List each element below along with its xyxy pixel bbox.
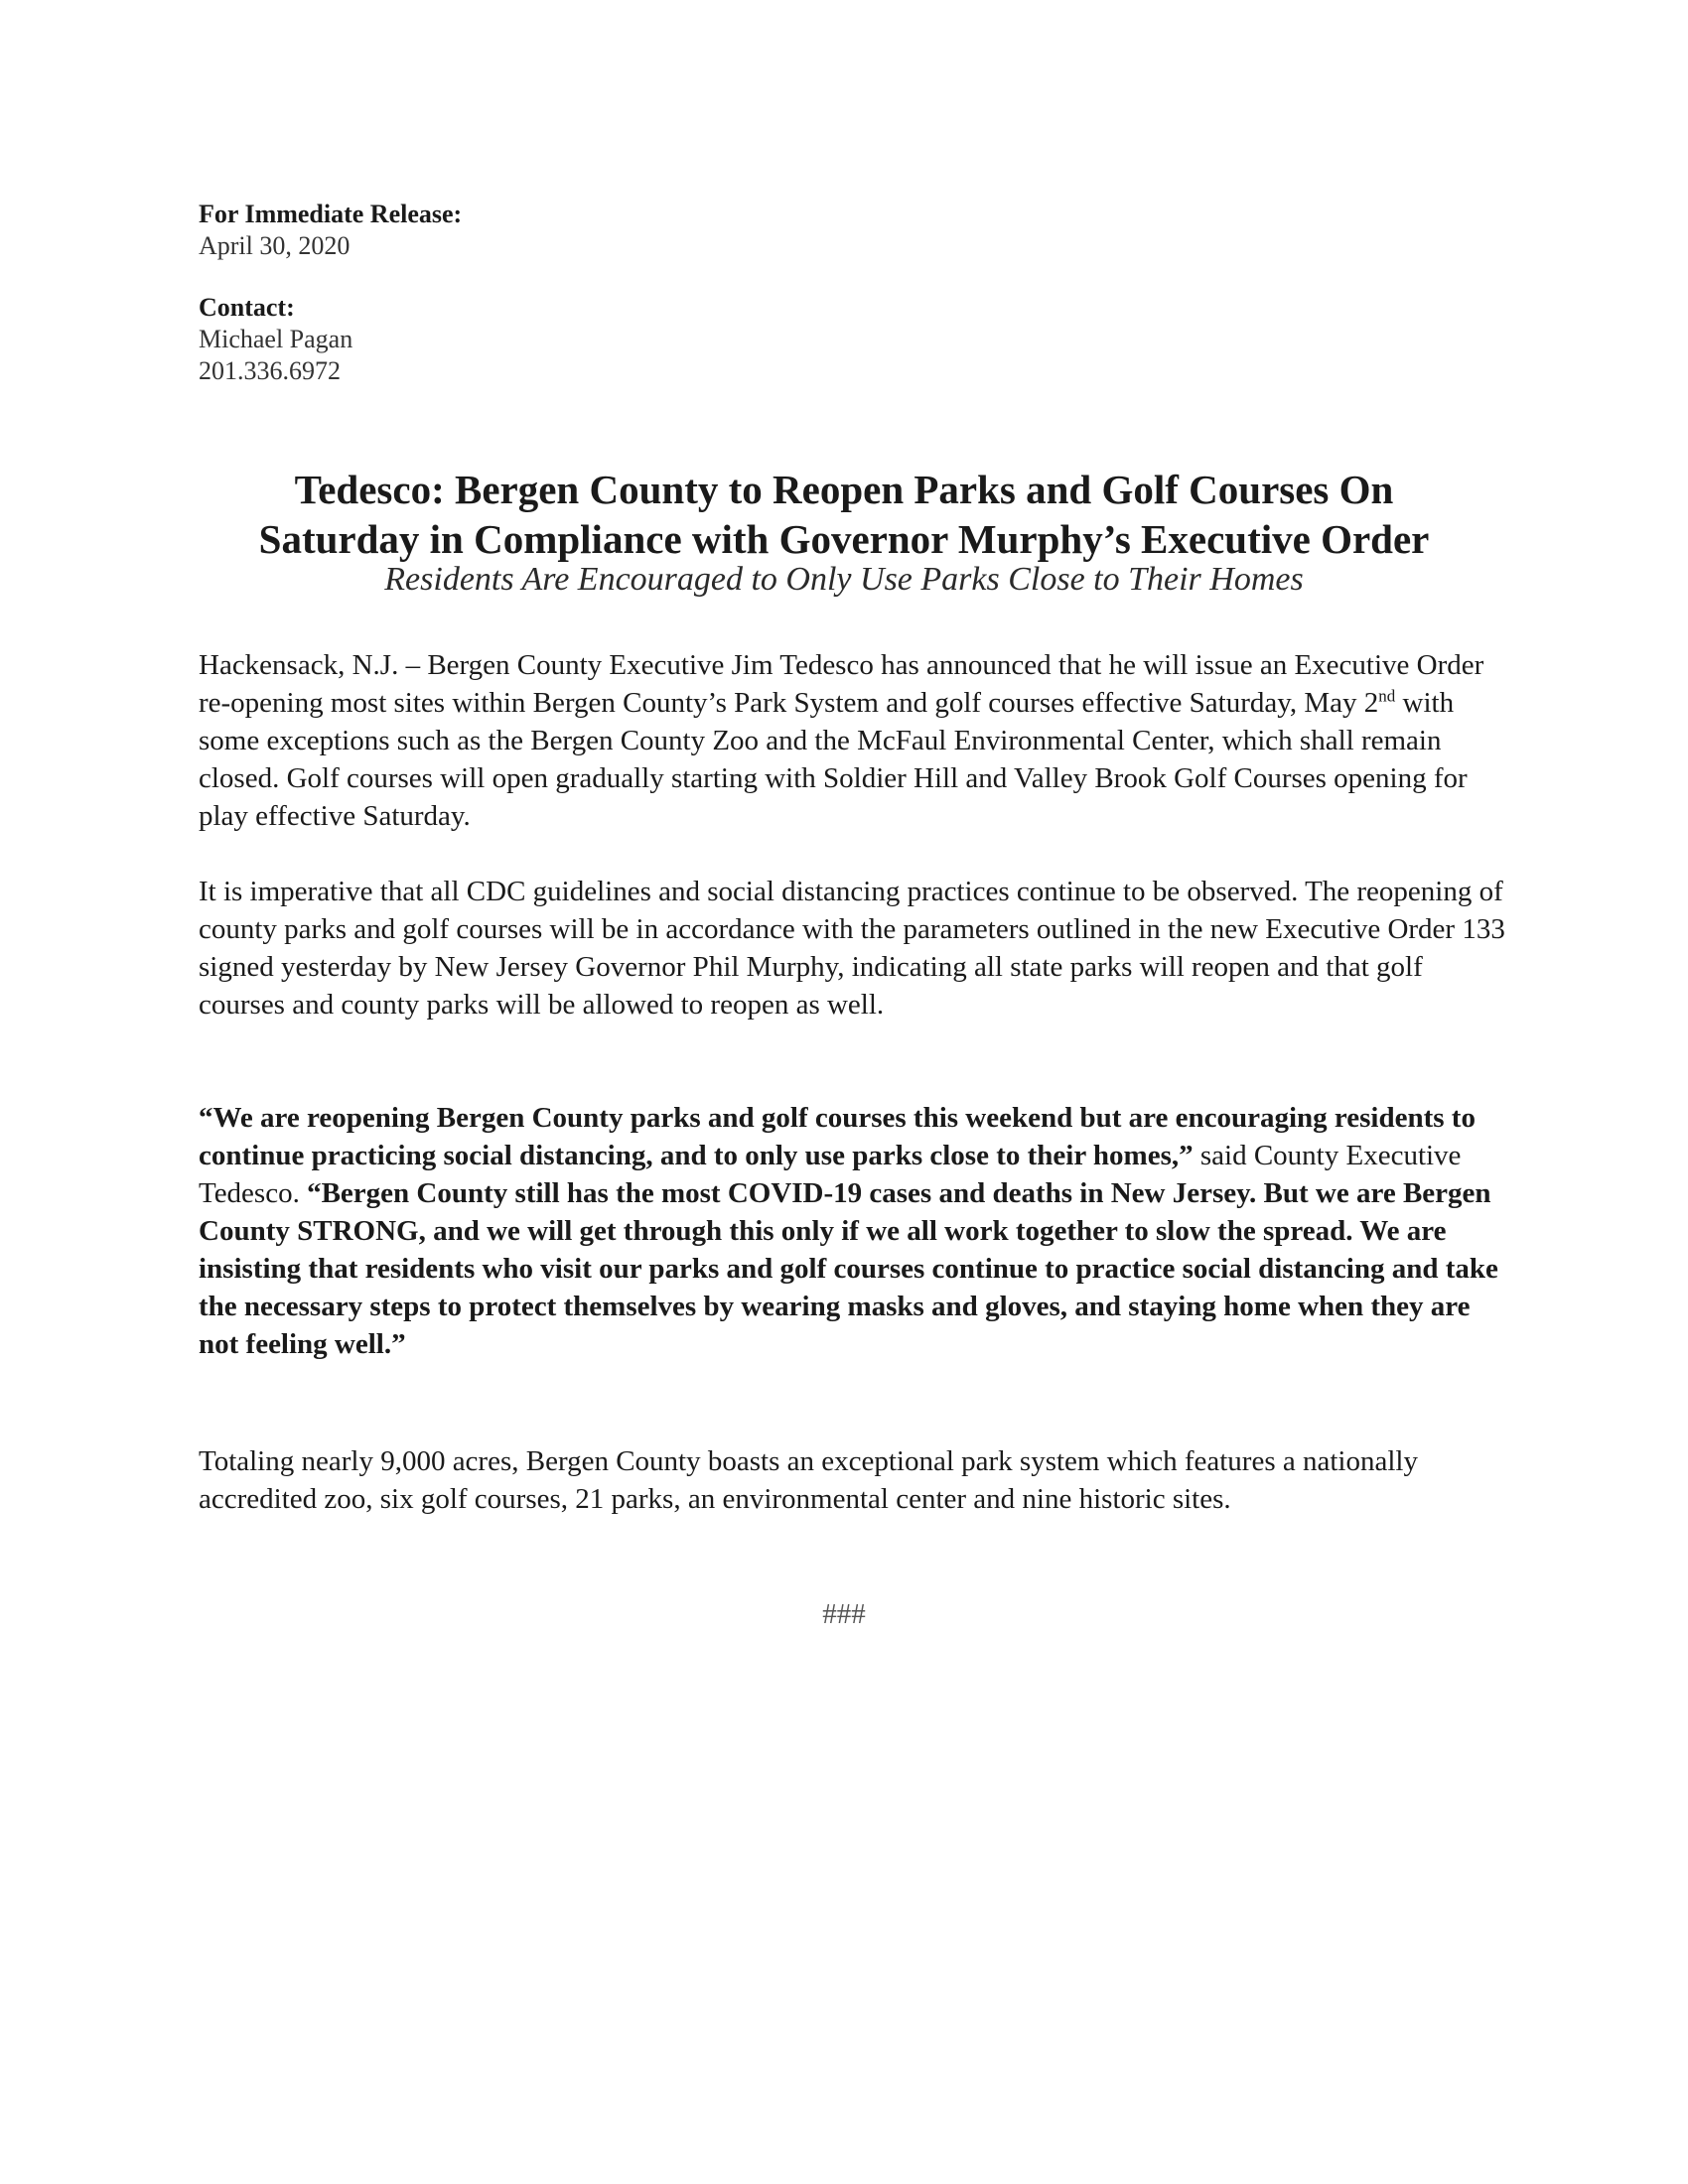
- header-spacer: [199, 262, 462, 292]
- ordinal-suffix: nd: [1378, 686, 1396, 706]
- headline-line-2: Saturday in Compliance with Governor Murphy’s Executive Order: [258, 516, 1430, 562]
- paragraph-announcement-text: Hackensack, N.J. – Bergen County Executive Jim Tedesco has announced that he will issue an Executive Order re-opening most sites within Bergen County’s Park System and golf courses effective Saturday, May 2: [199, 649, 1484, 719]
- release-header: [199, 199, 462, 387]
- release-date: April 30, 2020: [199, 231, 351, 260]
- subheadline: Residents Are Encouraged to Only Use Parks Close to Their Homes: [384, 561, 1304, 598]
- end-of-release-mark: ###: [822, 1598, 866, 1630]
- paragraph-park-system: Totaling nearly 9,000 acres, Bergen County boasts an exceptional park system which features a nationally accredited zoo, six golf courses, 21 parks, an environmental center and nine historic sites.: [199, 1445, 1418, 1515]
- quote-attribution: said County Executive Tedesco.: [199, 1140, 1462, 1209]
- contact-phone: 201.336.6972: [199, 356, 341, 385]
- release-label: For Immediate Release:: [199, 200, 463, 228]
- quote-part-1: “We are reopening Bergen County parks and golf courses this weekend but are encouraging residents to continue practicing social distancing, and to only use parks close to their homes,”: [199, 1102, 1476, 1171]
- contact-name: Michael Pagan: [199, 325, 353, 353]
- paragraph-announcement: [199, 646, 1509, 835]
- paragraph-guidelines: It is imperative that all CDC guidelines and social distancing practices continue to be observed. The reopening of county parks and golf courses will be in accordance with the parameters outlined in the new Executive Order 133 signed yesterday by New Jersey Governor Phil Murphy, indicating all state parks will reopen and that golf courses and county parks will be allowed to reopen as well.: [199, 876, 1505, 1021]
- headline-line-1: Tedesco: Bergen County to Reopen Parks and Golf Courses On: [294, 467, 1394, 512]
- contact-label: Contact:: [199, 293, 295, 322]
- paragraph-announcement-text-cont: with some exceptions such as the Bergen County Zoo and the McFaul Environmental Center, which shall remain closed. Golf courses will open gradually starting with Soldier Hill and Valley Brook Golf Courses opening for play effective Saturday.: [199, 687, 1468, 832]
- paragraph-quote: [199, 1099, 1509, 1363]
- quote-part-2: “Bergen County still has the most COVID-19 cases and deaths in New Jersey. But we are Bergen County STRONG, and we will get through this only if we all work together to slow the spread. We are insisting that residents who visit our parks and golf courses continue to practice social distancing and take the necessary steps to protect themselves by wearing masks and gloves, and staying home when they are not feeling well.”: [199, 1177, 1498, 1360]
- headline: [159, 465, 1529, 564]
